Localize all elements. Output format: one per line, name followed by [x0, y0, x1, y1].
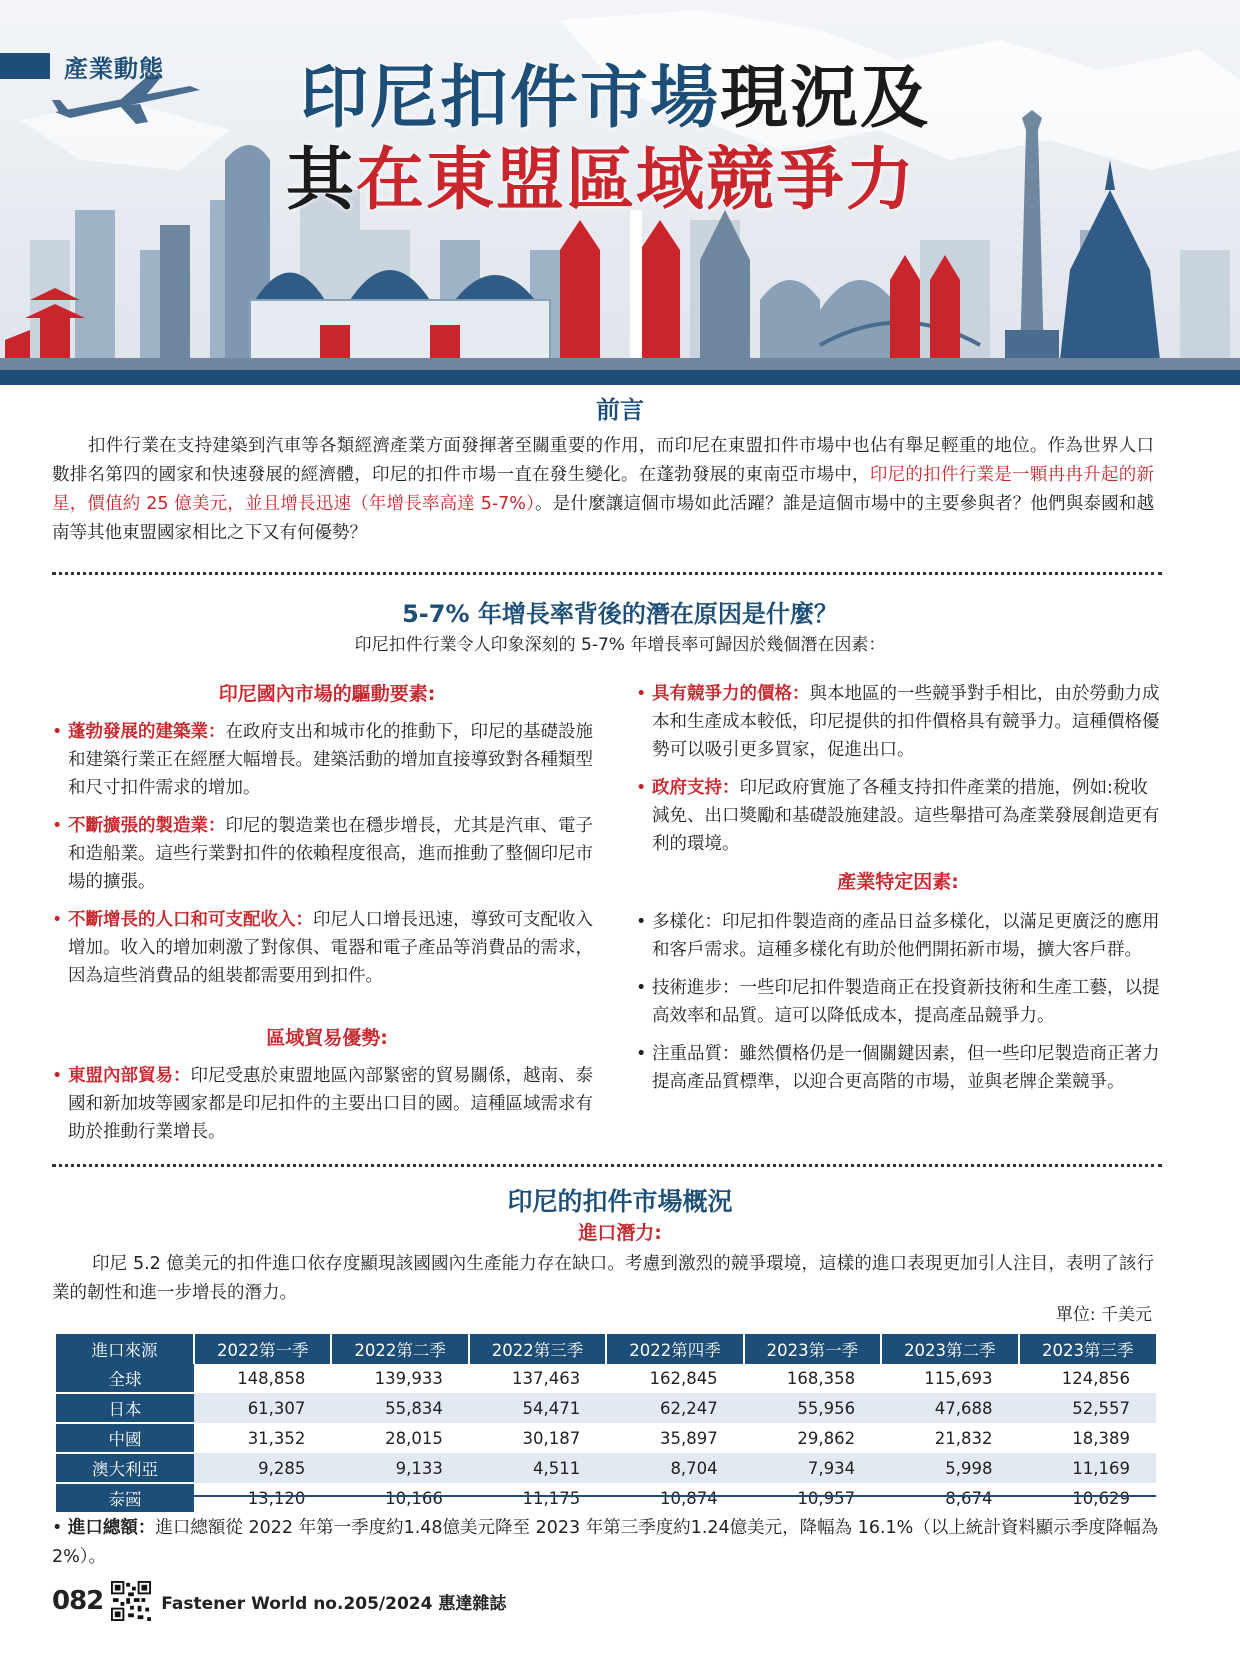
- advantage-item: [636, 774, 1160, 858]
- title-line-2-b: 在東盟區域競爭力: [356, 141, 917, 220]
- divider: [52, 572, 1162, 575]
- table-row: [56, 1483, 1156, 1513]
- table-cell: 124,856: [1061, 1369, 1130, 1388]
- bullet-icon: •: [636, 684, 647, 704]
- bullet-icon: •: [52, 910, 63, 930]
- domestic-item-text: 印尼人口增長迅速，導致可支配收入增加。收入的增加刺激了對傢俱、電器和電子產品等消費品的需求，因為這些消費品的組裝都需要用到扣件。: [68, 910, 593, 986]
- table-cell: 30,187: [522, 1428, 581, 1448]
- title-line-2: [286, 140, 930, 222]
- table-cell: 10,166: [385, 1488, 443, 1508]
- table-cell: 162,845: [649, 1369, 718, 1388]
- domestic-item-label: 蓬勃發展的建築業：: [68, 722, 226, 742]
- advantage-item-label: 政府支持：: [652, 778, 740, 798]
- column-header: 進口來源: [56, 1334, 194, 1364]
- table-cell: 115,693: [924, 1369, 993, 1388]
- table-row: [56, 1453, 1156, 1483]
- industry-item-label: 多樣化：: [652, 912, 722, 932]
- table-cell: 52,557: [1019, 1393, 1156, 1423]
- table-cell: 5,998: [881, 1453, 1018, 1483]
- regional-item-text: 印尼受惠於東盟地區內部緊密的貿易關係，越南、泰國和新加坡等國家都是印尼扣件的主要出口目的國。這種區域需求有助於推動行業增長。: [68, 1066, 593, 1142]
- table-cell: 55,956: [744, 1393, 881, 1423]
- table-bottom-rule: [56, 1495, 1156, 1497]
- table-cell: 21,832: [934, 1428, 993, 1448]
- column-header: 2022第一季: [194, 1334, 331, 1364]
- industry-heading: 產業特定因素:: [837, 871, 959, 893]
- overview-heading: 印尼的扣件市場概況: [507, 1187, 733, 1216]
- advantage-item-label: 具有競爭力的價格：: [652, 684, 810, 704]
- unit-label: 單位: 千美元: [1055, 1305, 1152, 1325]
- table-row: [56, 1423, 1156, 1453]
- industry-item-label: 技術進步：: [652, 978, 740, 998]
- regional-item: [52, 1062, 602, 1146]
- table-row: [56, 1393, 1156, 1423]
- section-tag-bar: [0, 53, 50, 79]
- table-cell: 148,858: [237, 1369, 306, 1388]
- overview-paragraph: 印尼 5.2 億美元的扣件進口依存度顯現該國國內生產能力存在缺口。考慮到激烈的競爭環境，這樣的進口表現更加引人注目，表明了該行業的韌性和進一步增長的潛力。: [52, 1254, 1154, 1303]
- domestic-item-text: 在政府支出和城市化的推動下，印尼的基礎設施和建築行業正在經歷大幅增長。建築活動的增加直接導致對各種類型和尺寸扣件需求的增加。: [68, 722, 593, 798]
- bullet-icon: •: [52, 722, 63, 742]
- table-cell: 8,704: [606, 1453, 743, 1483]
- column-header: 2022第二季: [331, 1334, 468, 1364]
- table-cell: 9,133: [331, 1453, 468, 1483]
- column-header: 2023第一季: [744, 1334, 881, 1364]
- title-line-1-b: 現況及: [720, 59, 931, 138]
- row-header: 全球: [56, 1364, 194, 1393]
- import-table: [56, 1334, 1156, 1514]
- note-label: 進口總額：: [67, 1518, 156, 1538]
- table-cell: 47,688: [881, 1393, 1018, 1423]
- regional-item-label: 東盟內部貿易：: [68, 1066, 191, 1086]
- advantage-item: [636, 680, 1160, 764]
- table-header-row: [56, 1334, 1156, 1364]
- left-column: [52, 680, 602, 1146]
- bullet-icon: •: [52, 1066, 63, 1086]
- table-cell: 8,674: [945, 1488, 993, 1508]
- bullet-icon: •: [52, 1518, 63, 1538]
- section-tag: [0, 52, 164, 83]
- domestic-item-text: 印尼的製造業也在穩步增長，尤其是汽車、電子和造船業。這些行業對扣件的依賴程度很高，進而推動了整個印尼市場的擴張。: [68, 816, 593, 892]
- qr-code-icon[interactable]: [111, 1581, 151, 1621]
- title-line-1-a: 印尼扣件市場: [300, 59, 721, 138]
- page-footer: [52, 1580, 506, 1622]
- page-number: 082: [52, 1586, 104, 1616]
- preface-highlight: 印尼的扣件行業是一顆冉冉升起的新星，價值約 25 億美元，並且增長迅速（年增長率高達 5-7%）: [52, 465, 1155, 514]
- row-header: 澳大利亞: [56, 1453, 194, 1483]
- industry-item: [636, 1040, 1160, 1096]
- preface-heading: 前言: [596, 396, 644, 424]
- table-cell: 168,358: [786, 1369, 856, 1388]
- preface-text-2: 。是什麼讓這個市場如此活躍？誰是這個市場中的主要參與者？他們與泰國和越南等其他東盟國家相比之下又有何優勢？: [52, 494, 1154, 543]
- table-cell: 10,874: [659, 1488, 718, 1508]
- table-cell: 10,957: [797, 1488, 856, 1508]
- column-header: 2023第二季: [881, 1334, 1018, 1364]
- table-cell: 62,247: [606, 1393, 743, 1423]
- divider: [52, 1164, 1162, 1167]
- table-cell: 61,307: [194, 1393, 331, 1423]
- bullet-icon: •: [636, 778, 647, 798]
- bullet-icon: •: [636, 912, 647, 932]
- column-header: 2022第三季: [469, 1334, 606, 1364]
- growth-heading: 5-7% 年增長率背後的潛在原因是什麼？: [402, 600, 838, 628]
- table-cell: 9,285: [194, 1453, 331, 1483]
- domestic-item: [52, 812, 602, 896]
- table-cell: 18,389: [1072, 1428, 1130, 1448]
- title-line-2-a: 其: [286, 141, 357, 220]
- industry-item-label: 注重品質：: [652, 1044, 740, 1064]
- table-cell: 28,015: [385, 1428, 443, 1448]
- industry-item-text: 一些印尼扣件製造商正在投資新技術和生產工藝，以提高效率和品質。這可以降低成本，提高產品競爭力。: [652, 978, 1160, 1026]
- table-row: [56, 1364, 1156, 1393]
- section-tag-label: 產業動態: [64, 54, 164, 83]
- preface-text-1: 扣件行業在支持建築到汽車等各類經濟產業方面發揮著至關重要的作用，而印尼在東盟扣件市場中也佔有舉足輕重的地位。作為世界人口數排名第四的國家和快速發展的經濟體，印尼的扣件市場一直在發生變化。在蓬勃發展的東南亞市場中，: [52, 436, 1154, 485]
- table-cell: 137,463: [512, 1369, 581, 1388]
- table-cell: 7,934: [744, 1453, 881, 1483]
- advantage-item-text: 印尼政府實施了各種支持扣件產業的措施，例如:稅收減免、出口獎勵和基礎設施建設。這些舉措可為產業發展創造更有利的環境。: [652, 778, 1160, 854]
- regional-heading: 區域貿易優勢:: [266, 1027, 388, 1049]
- industry-item-text: 印尼扣件製造商的產品日益多樣化，以滿足更廣泛的應用和客戶需求。這種多樣化有助於他們開拓新市場，擴大客戶群。: [652, 912, 1160, 960]
- advantage-item-text: 與本地區的一些競爭對手相比，由於勞動力成本和生產成本較低，印尼提供的扣件價格具有競爭力。這種價格優勢可以吸引更多買家，促進出口。: [652, 684, 1160, 760]
- table-cell: 31,352: [247, 1428, 306, 1448]
- table-cell: 10,629: [1072, 1488, 1130, 1508]
- domestic-item-label: 不斷擴張的製造業：: [68, 816, 226, 836]
- overview-subheading: 進口潛力:: [578, 1222, 662, 1244]
- domestic-item: [52, 718, 602, 802]
- bullet-icon: •: [636, 1044, 647, 1064]
- title-line-1: [300, 58, 930, 140]
- row-header: 中國: [56, 1423, 194, 1453]
- table-cell: 11,169: [1019, 1453, 1156, 1483]
- table-cell: 35,897: [659, 1428, 718, 1448]
- table-cell: 55,834: [331, 1393, 468, 1423]
- column-header: 2022第四季: [606, 1334, 743, 1364]
- row-header: 日本: [56, 1393, 194, 1423]
- article-title: [286, 58, 931, 222]
- growth-intro: 印尼扣件行業令人印象深刻的 5-7% 年增長率可歸因於幾個潛在因素：: [354, 635, 886, 655]
- magazine-name: Fastener World no.205/2024 惠達雜誌: [161, 1593, 507, 1614]
- note-text: 進口總額從 2022 年第一季度約1.48億美元降至 2023 年第三季度約1.24億美元，降幅為 16.1%（以上統計資料顯示季度降幅為 2%）。: [52, 1518, 1159, 1567]
- table-cell: 29,862: [797, 1428, 856, 1448]
- industry-item: [636, 908, 1160, 964]
- import-total-note: [52, 1514, 1162, 1572]
- row-header: 泰國: [56, 1483, 194, 1513]
- column-header: 2023第三季: [1019, 1334, 1156, 1364]
- table-cell: 54,471: [469, 1393, 606, 1423]
- bullet-icon: •: [52, 816, 63, 836]
- table-cell: 4,511: [469, 1453, 606, 1483]
- table-cell: 13,120: [247, 1488, 306, 1508]
- header-banner: [0, 0, 1240, 385]
- industry-item: [636, 974, 1160, 1030]
- table-cell: 11,175: [522, 1488, 581, 1508]
- domestic-item: [52, 906, 602, 990]
- domestic-item-label: 不斷增長的人口和可支配收入：: [68, 910, 313, 930]
- industry-item-text: 雖然價格仍是一個關鍵因素，但一些印尼製造商正著力提高產品質標準，以迎合更高階的市場，並與老牌企業競爭。: [652, 1044, 1160, 1092]
- bullet-icon: •: [636, 978, 647, 998]
- table-cell: 139,933: [374, 1369, 443, 1388]
- preface-paragraph: [52, 432, 1154, 548]
- right-column: [636, 680, 1160, 1096]
- domestic-heading: 印尼國內市場的驅動要素:: [218, 683, 436, 705]
